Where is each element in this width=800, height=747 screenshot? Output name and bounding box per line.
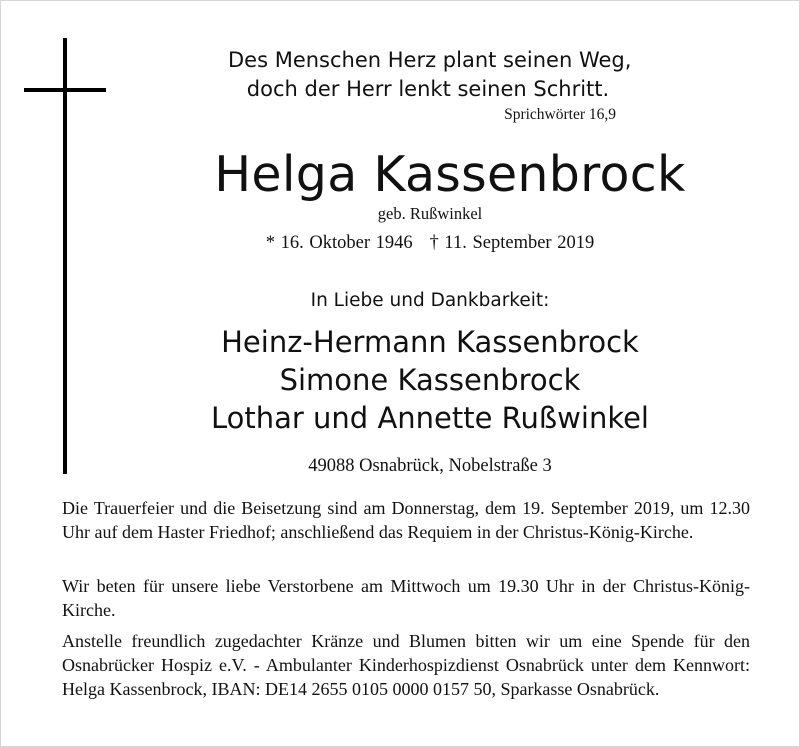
verse-reference: Sprichwörter 16,9	[504, 106, 616, 123]
cross-horizontal-bar	[24, 88, 106, 92]
funeral-paragraph: Die Trauerfeier und die Beisetzung sind am Donnerstag, dem 19. September 2019, um 12.30 Uhr auf dem Haster Friedhof; anschließend das Requiem in der Christus-König-Kirche.	[62, 498, 750, 542]
cross-vertical-bar	[63, 38, 67, 474]
bible-verse	[228, 46, 632, 104]
deceased-name: Helga Kassenbrock	[214, 146, 686, 203]
mourner-name: Lothar und Annette Rußwinkel	[211, 401, 649, 435]
donation-paragraph: Anstelle freundlich zugedachter Kränze und Blumen bitten wir um eine Spende für den Osnabrücker Hospiz e.V. - Ambulanter Kinderhospizdienst Osnabrück unter dem Kennwort: Helga Kassenbrock, IBAN: DE14 2655 0105 0000 0157 50, Sparkasse Osnabrück.	[62, 631, 750, 699]
address: 49088 Osnabrück, Nobelstraße 3	[308, 456, 552, 476]
birth-name: geb. Rußwinkel	[377, 204, 483, 223]
verse-line-2: doch der Herr lenkt seinen Schritt.	[246, 77, 610, 101]
mourners-intro: In Liebe und Dankbarkeit:	[310, 290, 550, 311]
mourner-name: Simone Kassenbrock	[279, 363, 581, 397]
mourners-list	[180, 323, 680, 437]
mourner-name: Heinz-Hermann Kassenbrock	[221, 325, 639, 359]
prayer-paragraph: Wir beten für unsere liebe Verstorbene am Mittwoch um 19.30 Uhr in der Christus-König-Kirche.	[62, 576, 750, 620]
life-dates: * 16. Oktober 1946 † 11. September 2019	[265, 233, 595, 253]
verse-line-1: Des Menschen Herz plant seinen Weg,	[228, 48, 632, 72]
